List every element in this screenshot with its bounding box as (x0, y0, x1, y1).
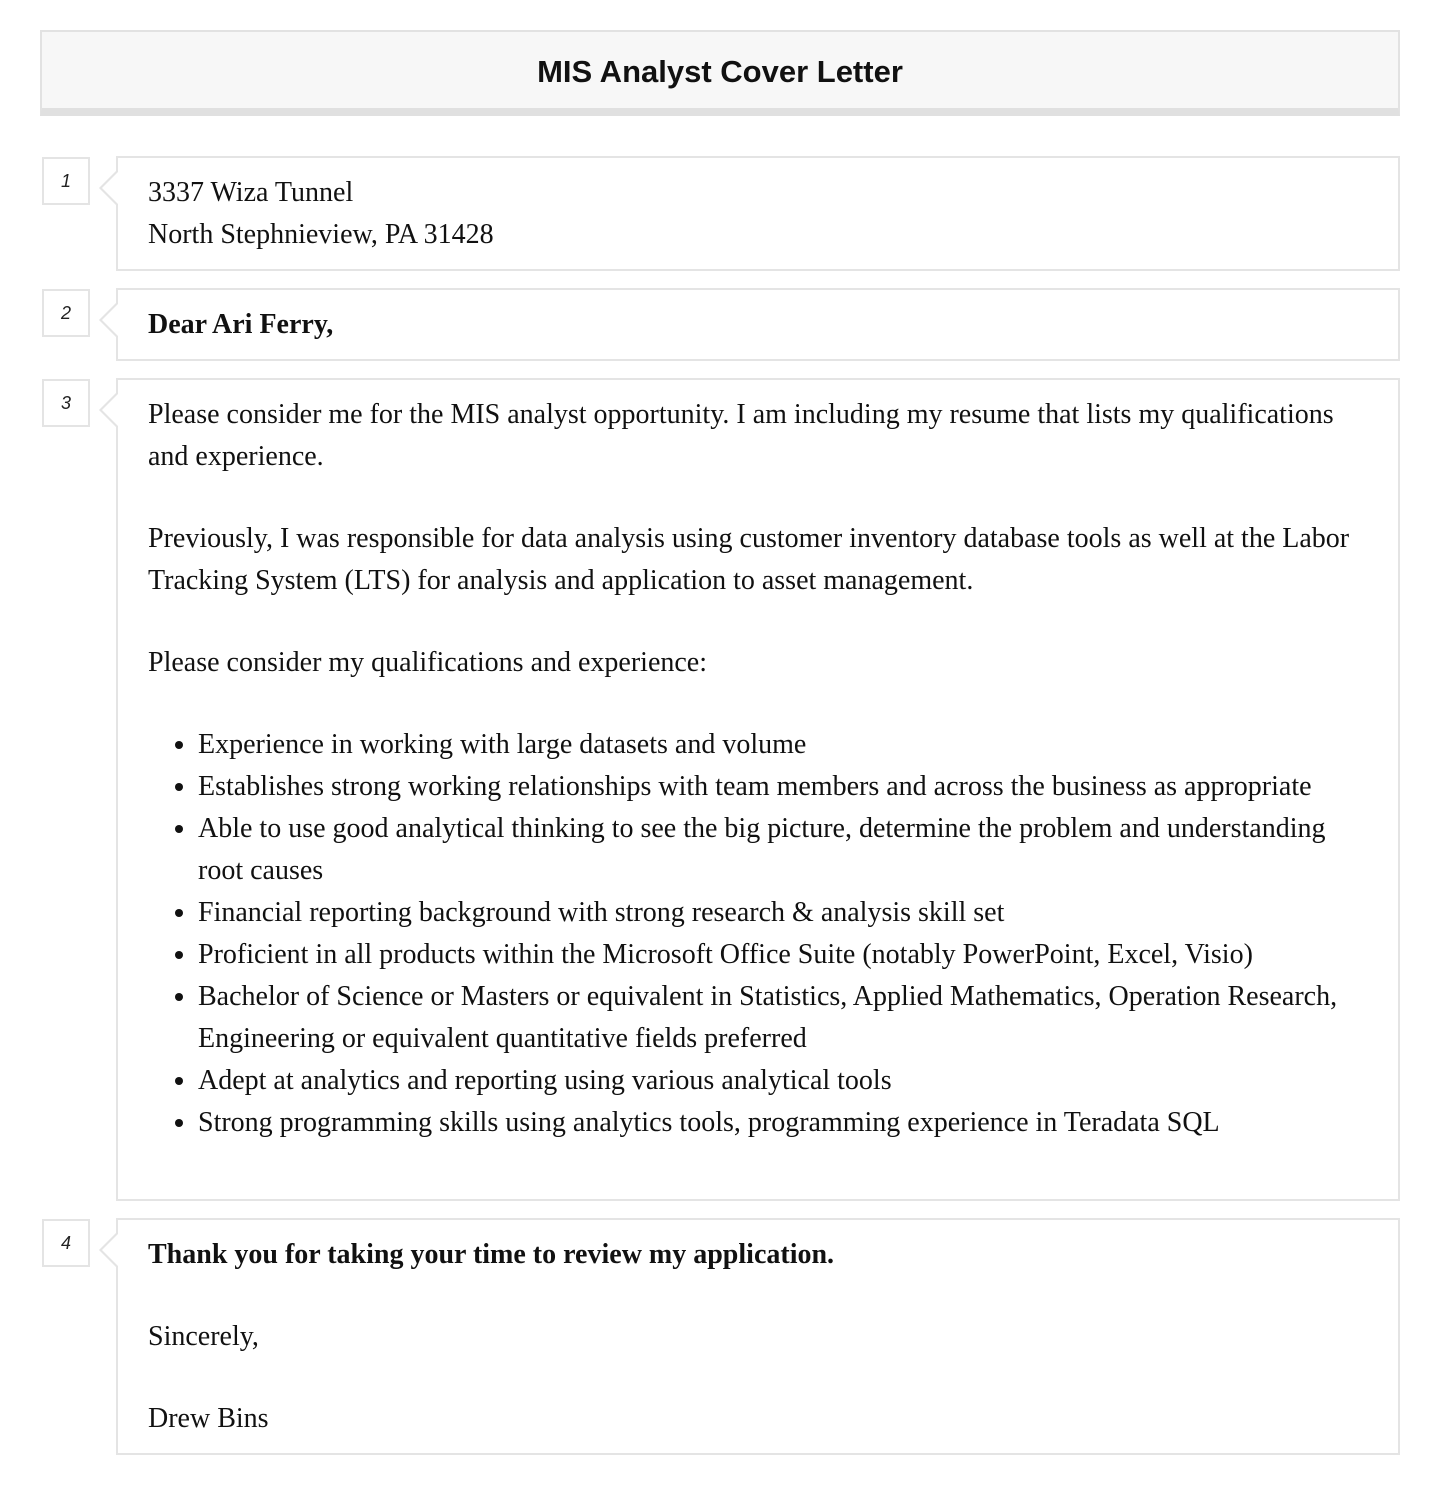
list-item: • Proficient in all products within the Microsoft Office Suite (notably PowerPoint, Excel, Visio) (198, 934, 1368, 976)
signature-name: Drew Bins (148, 1403, 269, 1434)
section-number-badge: 1 (42, 157, 90, 205)
section-number-badge: 3 (42, 379, 90, 427)
greeting-text: Dear Ari Ferry, (148, 309, 334, 340)
experience-paragraph: Previously, I was responsible for data analysis using customer inventory database tools as well at the Labor Tracking System (LTS) for analysis and application to asset management. (148, 523, 1350, 596)
signoff-text: Sincerely, (148, 1321, 259, 1352)
qualifications-list (148, 724, 1368, 1144)
greeting-card (116, 288, 1400, 361)
closing-card (116, 1218, 1400, 1455)
section-number-badge: 2 (42, 289, 90, 337)
closing-thanks: Thank you for taking your time to review my application. (148, 1239, 835, 1270)
address-line-2: North Stephnieview, PA 31428 (148, 219, 494, 250)
list-item: • Experience in working with large datasets and volume (198, 724, 1368, 766)
qualifications-lead-in: Please consider my qualifications and experience: (148, 647, 708, 678)
address-line-1: 3337 Wiza Tunnel (148, 177, 354, 208)
document-title-bar (40, 30, 1400, 116)
intro-paragraph: Please consider me for the MIS analyst opportunity. I am including my resume that lists my qualifications and experience. (148, 399, 1334, 472)
section-number-badge: 4 (42, 1219, 90, 1267)
list-item: • Bachelor of Science or Masters or equivalent in Statistics, Applied Mathematics, Operation Research, Engineering or equivalent quantitative fields preferred (198, 976, 1368, 1060)
list-item: • Financial reporting background with strong research & analysis skill set (198, 892, 1368, 934)
list-item: • Establishes strong working relationships with team members and across the business as appropriate (198, 766, 1368, 808)
list-item: • Able to use good analytical thinking to see the big picture, determine the problem and understanding root causes (198, 808, 1368, 892)
list-item: • Adept at analytics and reporting using various analytical tools (198, 1060, 1368, 1102)
address-card (116, 156, 1400, 271)
body-card (116, 378, 1400, 1201)
list-item: • Strong programming skills using analytics tools, programming experience in Teradata SQL (198, 1102, 1368, 1144)
page-title: MIS Analyst Cover Letter (537, 54, 903, 89)
